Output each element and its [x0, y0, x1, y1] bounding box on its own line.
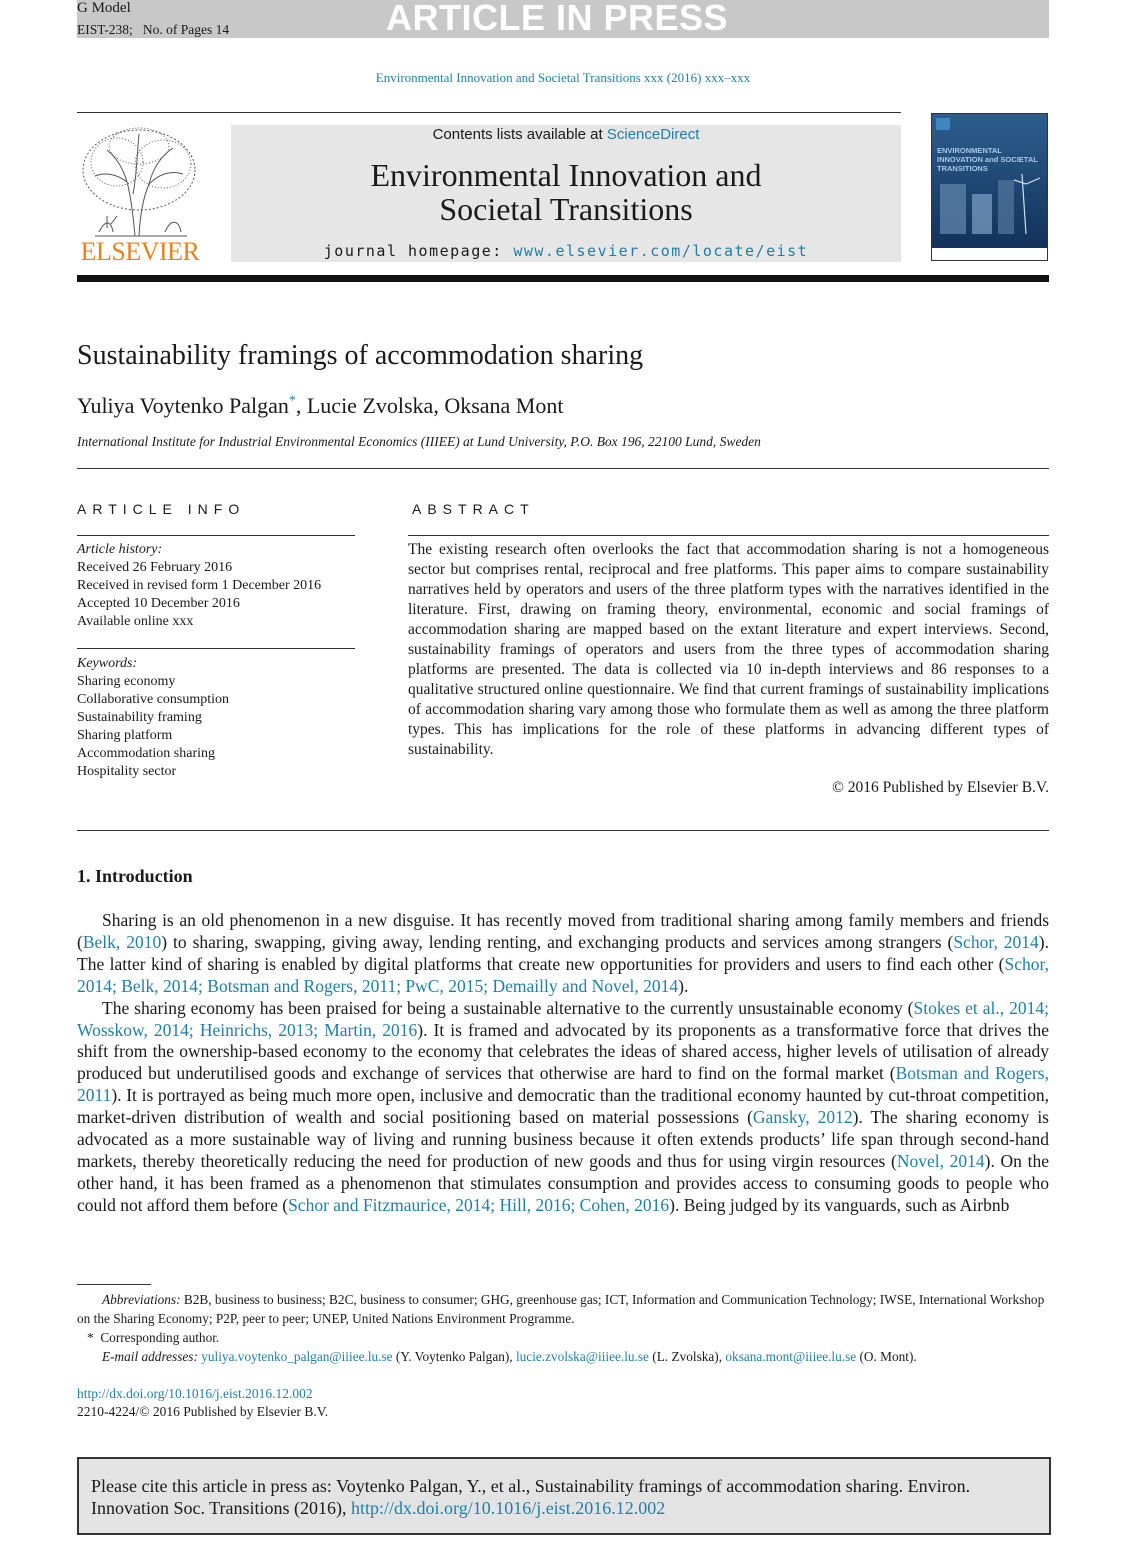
- doi-block: [77, 1385, 328, 1421]
- keyword-item: Sharing economy: [77, 674, 176, 689]
- keywords-rule: [77, 648, 355, 649]
- journal-homepage-line: [231, 242, 901, 260]
- text-run: ) to sharing, swapping, giving away, lending renting, and exchanging products and services among strangers (: [161, 931, 954, 952]
- intro-paragraph-1: [77, 910, 1049, 998]
- email-link-3[interactable]: oksana.mont@iiiee.lu.se: [725, 1349, 857, 1364]
- text-run: ).: [678, 975, 689, 996]
- elsevier-wordmark: ELSEVIER: [80, 237, 200, 266]
- corresponding-author-mark[interactable]: *: [288, 393, 296, 409]
- abstract-heading: ABSTRACT: [412, 501, 535, 517]
- corresponding-mark: *: [87, 1330, 94, 1345]
- page-count: No. of Pages 14: [142, 22, 230, 37]
- abbreviations-text: B2B, business to business; B2C, business to consumer; GHG, greenhouse gas; ICT, Information and Communication Technology; IWSE, International Workshop on the Sharing Economy; P2P, peer to peer; UNEP, United Nations Environment Programme.: [77, 1292, 1045, 1326]
- author-1: Yuliya Voytenko Palgan: [77, 393, 289, 418]
- citation-link[interactable]: Schor, 2014: [953, 931, 1039, 952]
- abstract-rule: [408, 535, 1049, 536]
- email-link-1[interactable]: yuliya.voytenko_palgan@iiiee.lu.se: [201, 1349, 393, 1364]
- history-item: Received in revised form 1 December 2016: [77, 578, 322, 593]
- email-label: E-mail addresses:: [102, 1349, 198, 1364]
- homepage-link[interactable]: www.elsevier.com/locate/eist: [513, 242, 809, 260]
- text-run: ). The latter kind of sharing is enabled by digital platforms that create new opportunities for providers and users to find each other (: [77, 931, 1049, 974]
- email-owner-1: (Y. Voytenko Palgan),: [392, 1349, 516, 1364]
- g-model-label: G Model: [77, 0, 131, 16]
- text-run: ). It is framed and advocated by its proponents as a transformative force that drives the shift from the ownership-based economy to the economy that celebrates the ideas of shared access, higher levels of utilisation of already produced but underutilised goods and exchange of services that otherwise are hard to find on the formal market (: [77, 1019, 1049, 1084]
- footnote-rule: [77, 1284, 151, 1285]
- homepage-prefix: journal homepage:: [323, 242, 514, 260]
- cite-doi-link[interactable]: http://dx.doi.org/10.1016/j.eist.2016.12.002: [351, 1498, 666, 1518]
- footnotes: [77, 1290, 1049, 1366]
- history-item: Available online xxx: [77, 614, 194, 629]
- elsevier-logo[interactable]: [77, 124, 203, 266]
- article-info-heading: ARTICLE INFO: [77, 501, 246, 517]
- journal-citation-line[interactable]: Environmental Innovation and Societal Transitions xxx (2016) xxx–xxx: [375, 70, 751, 85]
- text-run: ). On the other hand, it has been framed as a phenomenon that stimulates consumption and provides access to consuming goods to people who could not afford them before (: [77, 1150, 1049, 1215]
- eist-id-text: EIST-238;: [77, 22, 133, 37]
- citation-link[interactable]: Novel, 2014: [896, 1150, 985, 1171]
- citation-link[interactable]: Belk, 2010: [82, 931, 162, 952]
- keywords-list: [77, 655, 229, 781]
- journal-cover-thumbnail[interactable]: [931, 113, 1048, 261]
- introduction-heading: 1. Introduction: [77, 866, 193, 886]
- keyword-item: Hospitality sector: [77, 764, 177, 779]
- cite-this-article-box: [77, 1457, 1051, 1535]
- header-rule: [77, 112, 901, 113]
- citation-link[interactable]: Botsman and Rogers, 2011: [77, 1063, 1049, 1106]
- keyword-item: Sustainability framing: [77, 710, 202, 725]
- sciencedirect-link[interactable]: ScienceDirect: [606, 126, 700, 143]
- email-link-2[interactable]: lucie.zvolska@iiiee.lu.se: [515, 1349, 649, 1364]
- keyword-item: Accommodation sharing: [77, 746, 216, 761]
- abstract-end-rule: [77, 830, 1049, 831]
- abstract-copyright: © 2016 Published by Elsevier B.V.: [832, 779, 1049, 796]
- intro-paragraph-2: [77, 998, 1049, 1217]
- journal-title: [231, 158, 901, 226]
- article-title: Sustainability framings of accommodation sharing: [77, 340, 644, 371]
- abbreviations-label: Abbreviations:: [102, 1292, 181, 1307]
- keywords-label: Keywords:: [77, 656, 138, 671]
- text-run: ). Being judged by its vanguards, such as Airbnb: [669, 1194, 1010, 1215]
- journal-title-line-2: Societal Transitions: [439, 191, 693, 227]
- manuscript-id: [77, 22, 229, 38]
- abbreviations-footnote: [77, 1290, 1049, 1328]
- history-item: Accepted 10 December 2016: [77, 596, 240, 611]
- journal-title-line-1: Environmental Innovation and: [370, 157, 762, 193]
- affiliation-rule: [77, 468, 1049, 469]
- author-list: [77, 393, 563, 419]
- affiliation: International Institute for Industrial Environmental Economics (IIIEE) at Lund University, P.O. Box 196, 22100 Lund, Sweden: [77, 434, 761, 449]
- corresponding-text: Corresponding author.: [100, 1330, 220, 1345]
- citation-link[interactable]: Gansky, 2012: [752, 1107, 853, 1128]
- other-authors: , Lucie Zvolska, Oksana Mont: [295, 393, 564, 418]
- article-in-press-text: ARTICLE IN PRESS: [386, 0, 729, 38]
- text-run: Sharing is an old phenomenon in a new disguise. It has recently moved from traditional sharing among family members and friends (: [77, 910, 1049, 952]
- doi-link[interactable]: http://dx.doi.org/10.1016/j.eist.2016.12.002: [77, 1386, 313, 1401]
- article-history: [77, 541, 321, 631]
- cite-text: Please cite this article in press as: Voytenko Palgan, Y., et al., Sustainability framings of accommodation sharing. Environ. Innovation Soc. Transitions (2016),: [91, 1476, 971, 1518]
- cover-title: ENVIRONMENTAL INNOVATION and SOCIETAL TRANSITIONS: [937, 146, 1038, 173]
- email-owner-3: (O. Mont).: [856, 1349, 917, 1364]
- corresponding-footnote: [77, 1328, 1049, 1347]
- email-footnote: [77, 1347, 1049, 1366]
- email-owner-2: (L. Zvolska),: [648, 1349, 726, 1364]
- contents-available-line: [231, 126, 901, 143]
- contents-prefix: Contents lists available at: [432, 126, 607, 143]
- citation-link[interactable]: Schor, 2014; Belk, 2014; Botsman and Rogers, 2011; PwC, 2015; Demailly and Novel, 2014: [77, 953, 1049, 996]
- journal-cover-image: [932, 114, 1048, 261]
- keyword-item: Collaborative consumption: [77, 692, 230, 707]
- history-item: Received 26 February 2016: [77, 560, 233, 575]
- article-info-rule: [77, 535, 355, 536]
- header-thick-rule: [77, 275, 1049, 282]
- citation-link[interactable]: Stokes et al., 2014; Wosskow, 2014; Heinrichs, 2013; Martin, 2016: [77, 997, 1049, 1040]
- history-label: Article history:: [77, 542, 163, 557]
- text-run: ). It is portrayed as being much more open, inclusive and democratic than the traditional economy haunted by cut-throat competition, market-driven distribution of wealth and social positioning based on material possessions (: [77, 1085, 1049, 1128]
- text-run: The sharing economy has been praised for being a sustainable alternative to the currently unsustainable economy (: [102, 997, 914, 1018]
- abstract-text: The existing research often overlooks the fact that accommodation sharing is not a homogeneous sector but comprises rental, reciprocal and free platforms. This paper aims to compare sustainability narratives held by operators and users of the three platform types with the narratives identified in the literature. First, drawing on framing theory, environmental, economic and social framings of accommodation sharing are mapped based on the extant literature and expert interviews. Second, sustainability framings of operators and users from the three types of accommodation sharing platforms are presented. The data is collected via 10 in-depth interviews and 86 responses to a qualitative structured online questionnaire. We find that current framings of sustainability implications of accommodation sharing vary among those who formulate them as well as among the three platform types. This has implications for the role of these platforms in advancing different types of sustainability.: [408, 541, 1049, 758]
- text-run: ). The sharing economy is advocated as a more sustainable way of living and running business because it often extends products’ life span through second-hand markets, thereby theoretically reducing the need for production of new goods and thus for using virgin resources (: [77, 1107, 1049, 1171]
- citation-link[interactable]: Schor and Fitzmaurice, 2014; Hill, 2016; Cohen, 2016: [288, 1194, 670, 1215]
- issn-line: 2210-4224/© 2016 Published by Elsevier B.V.: [77, 1404, 329, 1419]
- introduction-body: [77, 910, 1049, 1217]
- keyword-item: Sharing platform: [77, 728, 173, 743]
